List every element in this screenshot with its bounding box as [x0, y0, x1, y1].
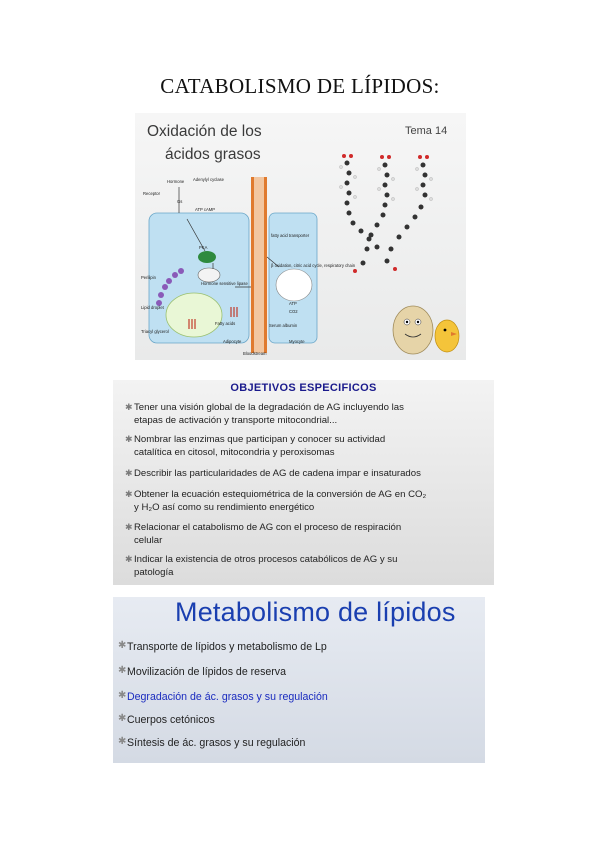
objective-item — [125, 467, 496, 480]
objective-item — [125, 553, 496, 579]
objective-line: catalítica en citosol, mitocondria y peroxisomas — [134, 447, 335, 458]
label-gs: Gs — [177, 199, 183, 204]
objectives-title: OBJETIVOS ESPECIFICOS — [230, 382, 377, 394]
objective-line: Tener una visión global de la degradación de AG incluyendo las — [134, 402, 404, 413]
bullet-star-icon: ✱ — [118, 690, 127, 701]
label-atp: ATP — [289, 301, 297, 306]
metabolism-item-text: Movilización de lípidos de reserva — [127, 666, 286, 678]
label-atp-camp: ATP cAMP — [195, 207, 216, 212]
objective-line: Describir las particularidades de AG de cadena impar e insaturados — [134, 468, 421, 479]
objective-item — [125, 521, 496, 547]
metabolism-item — [118, 714, 215, 726]
metabolism-item-text: Cuerpos cetónicos — [127, 714, 215, 726]
pka-enzyme — [198, 251, 216, 263]
label-serum-albumin: Serum albumin — [269, 323, 298, 328]
objective-item — [125, 488, 496, 514]
bullet-star-icon: ✱ — [125, 489, 133, 499]
bullet-star-icon: ✱ — [125, 522, 133, 532]
label-co2: CO2 — [289, 309, 298, 314]
objective-line: patología — [134, 567, 174, 578]
bullet-star-icon: ✱ — [125, 468, 133, 478]
metabolism-item-text: Degradación de ác. grasos y su regulación — [127, 691, 328, 703]
metabolism-item-text: Transporte de lípidos y metabolismo de Lp — [127, 641, 327, 653]
objective-line: Obtener la ecuación estequiométrica de la conversión de AG en CO₂ — [134, 489, 427, 500]
label-fatty-acids: Fatty acids — [215, 321, 236, 326]
label-hormone: Hormone — [167, 179, 185, 184]
cartoon-blob-body — [393, 306, 433, 354]
label-perilipin: Perilipin — [141, 275, 156, 280]
label-hsl: Hormone sensitive lipase — [201, 281, 248, 286]
label-bloodstream: Bloodstream — [243, 351, 267, 356]
objective-line: Indicar la existencia de otros procesos catabólicos de AG y su — [134, 554, 398, 565]
objective-item — [125, 433, 496, 459]
label-triacyl: Triacyl glycerol — [141, 329, 169, 334]
metabolism-item — [118, 641, 327, 653]
lipid-droplet — [166, 293, 222, 337]
lipolysis-diagram — [139, 167, 356, 357]
objective-line: y H₂O así como su rendimiento energético — [134, 502, 315, 513]
slide1-topic-number: Tema 14 — [405, 125, 448, 137]
mitochondrion — [276, 269, 312, 301]
bullet-star-icon: ✱ — [125, 434, 133, 444]
hsl-enzyme — [198, 268, 220, 282]
objective-line: celular — [134, 535, 163, 546]
objective-line: Relacionar el catabolismo de AG con el proceso de respiración — [134, 522, 402, 533]
metabolism-item — [118, 737, 305, 749]
bullet-star-icon: ✱ — [118, 713, 127, 724]
page-title: CATABOLISMO DE LÍPIDOS: — [160, 74, 440, 98]
cartoon-characters — [385, 288, 463, 358]
metabolism-item — [118, 666, 286, 678]
label-receptor: Receptor — [143, 191, 160, 196]
label-adipocyte: Adipocyte — [223, 339, 242, 344]
slide1-title-line2: ácidos grasos — [165, 146, 261, 163]
label-beta-ox: β oxidation, citric acid cycle, respiratory chain — [271, 263, 356, 268]
label-droplet: Lipid droplet — [141, 305, 164, 310]
bullet-star-icon: ✱ — [118, 736, 127, 747]
oxygen-atoms — [342, 154, 429, 273]
cartoon-chick-body — [435, 320, 459, 352]
molecule-chain-3 — [385, 163, 428, 264]
slide-objectives — [113, 380, 494, 585]
molecule-chain-1 — [345, 161, 380, 250]
lipid-metabolism-title: Metabolismo de lípidos — [175, 597, 456, 627]
label-myocyte: Myocyte — [289, 339, 305, 344]
objective-item — [125, 401, 496, 427]
label-pka: PKA — [199, 245, 208, 250]
molecule-chain-2 — [361, 163, 390, 266]
slide1-title-line1: Oxidación de los — [147, 123, 262, 140]
bullet-star-icon: ✱ — [118, 665, 127, 676]
metabolism-item-text: Síntesis de ác. grasos y su regulación — [127, 737, 306, 749]
label-adenylyl: Adenylyl cyclase — [193, 177, 224, 182]
fatty-acid-molecule-models — [327, 153, 447, 293]
bullet-star-icon: ✱ — [125, 554, 133, 564]
bullet-star-icon: ✱ — [125, 402, 133, 412]
bullet-star-icon: ✱ — [118, 640, 127, 651]
objective-line: Nombrar las enzimas que participan y conocer su actividad — [134, 434, 386, 445]
metabolism-item-highlighted — [118, 691, 328, 703]
label-fat-transporter: fatty acid transporter — [271, 233, 310, 238]
membrane-left — [251, 177, 254, 353]
slide-fatty-acid-oxidation — [135, 113, 466, 360]
objective-line: etapas de activación y transporte mitocondrial... — [134, 415, 338, 426]
slide-lipid-metabolism — [113, 597, 485, 763]
membrane-right — [264, 177, 267, 353]
